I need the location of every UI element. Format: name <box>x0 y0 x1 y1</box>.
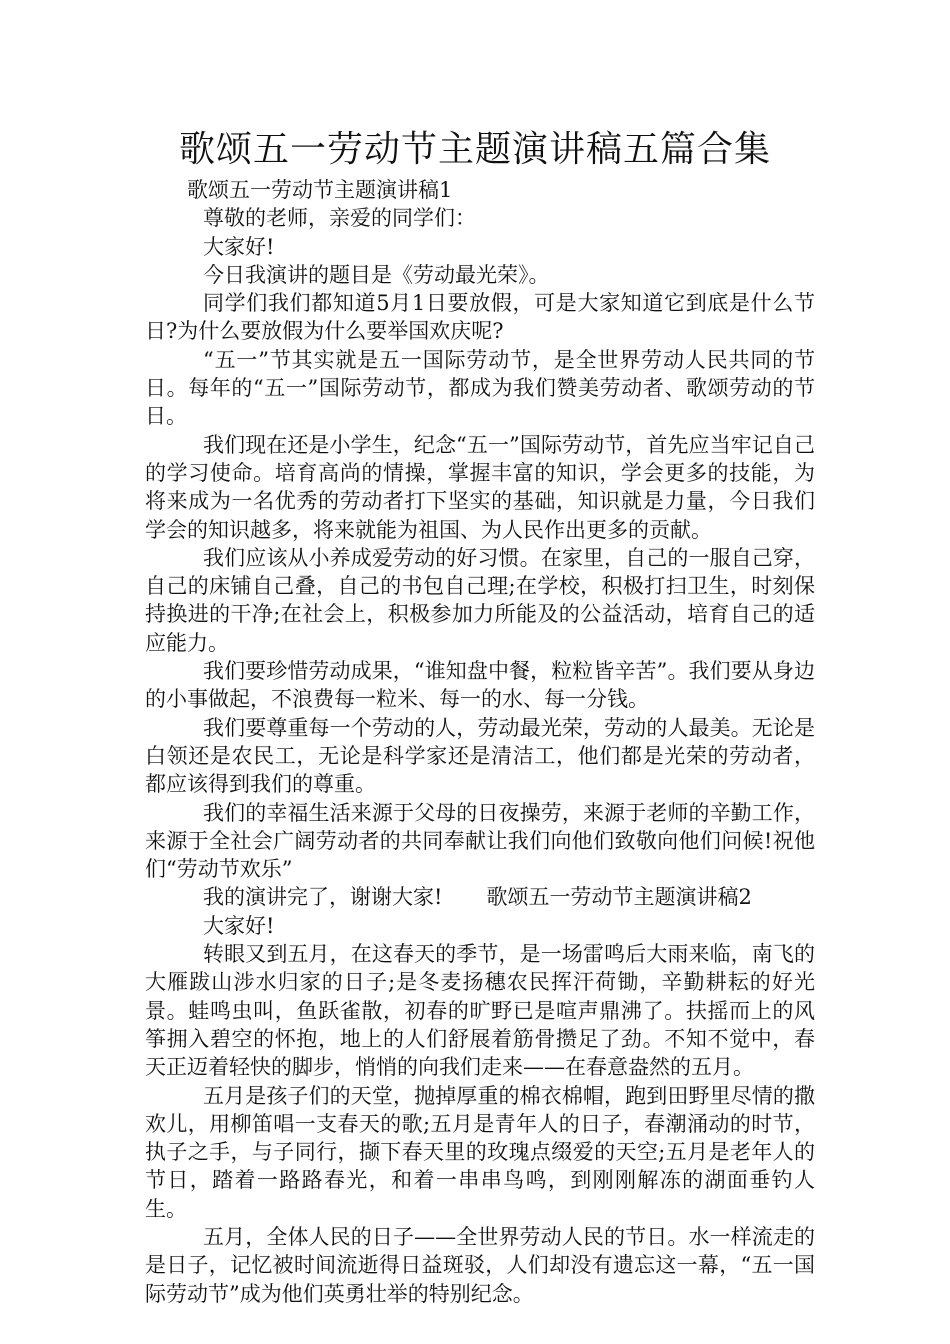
paragraph: 五月是孩子们的天堂，抛掉厚重的棉衣棉帽，跑到田野里尽情的撒欢儿，用柳笛唱一支春天的歌;五月是青年人的日子，春潮涌动的时节，执子之手，与子同行，撷下春天里的玫瑰点缀爱的天空;五月是老年人的节日，踏着一路路春光，和着一串串鸟鸣，到刚刚解冻的湖面垂钓人生。 <box>145 1083 815 1221</box>
closing-text: 我的演讲完了，谢谢大家! <box>203 885 443 910</box>
paragraph: 今日我演讲的题目是《劳动最光荣》。 <box>203 262 550 287</box>
paragraph: 转眼又到五月，在这春天的季节，是一场雷鸣后大雨来临，南飞的大雁跋山涉水归家的日子;是冬麦扬穗农民挥汗荷锄，辛勤耕耘的好光景。蛙鸣虫叫，鱼跃雀散，初春的旷野已是喧声鼎沸了。扶摇而上的风筝拥入碧空的怀抱，地上的人们舒展着筋骨攒足了劲。不知不觉中，春天正迈着轻快的脚步，悄悄的向我们走来——在春意盎然的五月。 <box>145 942 815 1080</box>
paragraph: 我们要珍惜劳动成果，“谁知盘中餐，粒粒皆辛苦”。我们要从身边的小事做起，不浪费每一粒米、每一的水、每一分钱。 <box>145 659 815 712</box>
document-title: 歌颂五一劳动节主题演讲稿五篇合集 <box>178 129 771 170</box>
paragraph: 我们要尊重每一个劳动的人，劳动最光荣，劳动的人最美。无论是白领还是农民工，无论是科学家还是清洁工，他们都是光荣的劳动者，都应该得到我们的尊重。 <box>145 715 815 797</box>
document-body <box>145 176 815 1308</box>
greeting: 大家好! <box>203 913 275 938</box>
section-heading-2: 歌颂五一劳动节主题演讲稿2 <box>486 885 752 910</box>
paragraph: 我们应该从小养成爱劳动的好习惯。在家里，自己的一服自己穿，自己的床铺自己叠，自己的书包自己理;在学校，积极打扫卫生，时刻保持换进的干净;在社会上，积极参加力所能及的公益活动，培育自己的适应能力。 <box>145 545 815 655</box>
section-heading-1: 歌颂五一劳动节主题演讲稿1 <box>187 178 453 202</box>
closing-line <box>145 883 815 911</box>
salutation: 尊敬的老师，亲爱的同学们： <box>203 206 476 231</box>
paragraph: 同学们我们都知道5月1日要放假，可是大家知道它到底是什么节日?为什么要放假为什么要举国欢庆呢? <box>145 291 815 344</box>
paragraph: 我们的幸福生活来源于父母的日夜操劳，来源于老师的辛勤工作，来源于全社会广阔劳动者的共同奉献让我们向他们致敬向他们问候!祝他们“劳动节欢乐” <box>145 800 815 882</box>
paragraph: “五一”节其实就是五一国际劳动节，是全世界劳动人民共同的节日。每年的“五一”国际劳动节，都成为我们赞美劳动者、歌颂劳动的节日。 <box>145 347 815 429</box>
paragraph: 我们现在还是小学生，纪念“五一”国际劳动节，首先应当牢记自己的学习使命。培育高尚的情操，掌握丰富的知识，学会更多的技能，为将来成为一名优秀的劳动者打下坚实的基础，知识就是力量，今日我们学会的知识越多，将来就能为祖国、为人民作出更多的贡献。 <box>145 432 815 542</box>
paragraph: 五月，全体人民的日子——全世界劳动人民的节日。水一样流走的是日子，记忆被时间流逝得日益斑驳，人们却没有遗忘这一幕，“五一国际劳动节”成为他们英勇壮举的特别纪念。 <box>145 1224 815 1306</box>
greeting: 大家好! <box>203 234 275 259</box>
